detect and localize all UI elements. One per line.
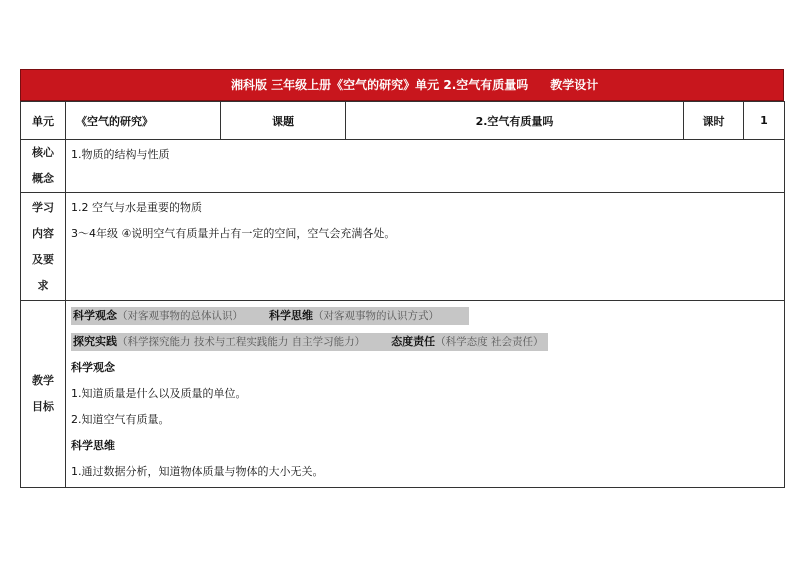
section2-item-1: 1.通过数据分析，知道物体质量与物体的大小无关。 (71, 465, 324, 478)
title-main: 湘科版 三年级上册《空气的研究》单元 2.空气有质量吗 (231, 78, 529, 92)
literacy-highlight-2: 探究实践（科学探究能力 技术与工程实践能力 自主学习能力） 态度责任（科学态度 社会责任） (71, 333, 548, 351)
hours-label: 课时 (684, 102, 744, 140)
unit-value: 《空气的研究》 (66, 102, 221, 140)
core-concept-content (66, 140, 785, 193)
learning-label: 学习 内容 及要 求 (21, 193, 66, 301)
hours-value: 1 (744, 102, 785, 140)
learning-content (66, 193, 785, 301)
section1-item-1: 1.知道质量是什么以及质量的单位。 (71, 387, 247, 400)
unit-label: 单元 (21, 102, 66, 140)
literacy-highlight-1: 科学观念（对客观事物的总体认识） 科学思维（对客观事物的认识方式） (71, 307, 469, 325)
title-bar (20, 69, 784, 101)
learning-row (21, 193, 785, 301)
header-row (21, 102, 785, 140)
core-literacy-line-1 (71, 303, 779, 329)
lesson-table (20, 101, 785, 488)
learning-line-1: 1.2 空气与水是重要的物质 (71, 201, 202, 214)
core-concept-row (21, 140, 785, 193)
title-suffix: 教学设计 (550, 78, 599, 92)
core-literacy-line-2 (71, 329, 779, 355)
core-concept-text: 1.物质的结构与性质 (71, 148, 170, 161)
topic-label: 课题 (221, 102, 346, 140)
objectives-content (66, 301, 785, 488)
core-concept-label: 核心 概念 (21, 140, 66, 193)
learning-line-2: 3～4年级 ④说明空气有质量并占有一定的空间，空气会充满各处。 (71, 227, 396, 240)
section1-item-2: 2.知道空气有质量。 (71, 413, 170, 426)
objectives-label: 教学 目标 (21, 301, 66, 488)
section2-title: 科学思维 (71, 439, 115, 452)
section1-title: 科学观念 (71, 361, 115, 374)
topic-value: 2.空气有质量吗 (346, 102, 684, 140)
objectives-row (21, 301, 785, 488)
